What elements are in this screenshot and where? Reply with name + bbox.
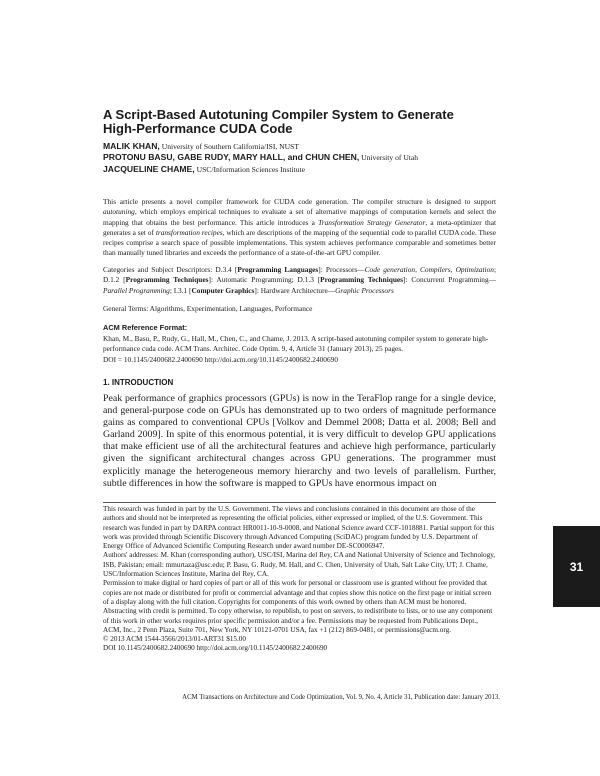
permission-notice: Permission to make digital or hard copies of part or all of this work for personal or classroom use is granted without fee provided that copies are not made or distributed for profit or commercial advantage and that copies show this notice on the first page or initial screen of a display along with the full citation. Copyrights for components of this work owned by others than ACM must be honored. Abstracting with credit is permitted. To copy otherwise, to republish, to post on servers, to redistribute to lists, or to use any component of this work in other works requires prior specific permission and/or a fee. Permissions may be requested from Publications Dept., ACM, Inc., 2 Penn Plaza, Suite 701, New York, NY 10121-0701 USA, fax +1 (212) 869-0481, or permissions@acm.org. bbox=[103, 579, 493, 634]
footnote-block bbox=[103, 505, 496, 654]
abstract-text: , a meta-optimizer that generates a set of bbox=[103, 217, 496, 237]
funding-note: This research was funded in part by the U.S. Government. The views and conclusions contained in this document are those of the authors and should not be interpreted as representing the official policies, either expressed or implied, of the U.S. Government. This research was funded in part by DARPA contract HR0011-10-9-0008, and National Science award CCF-1018881. Partial support for this work was provided through Scientific Discovery through Advanced Computing (SciDAC) program funded by U.S. Department of Energy Office of Advanced Scientific Computing Research under award number DE-SC0006947. bbox=[103, 505, 495, 551]
author-affiliation: University of Utah bbox=[359, 153, 419, 163]
introduction-paragraph: Peak performance of graphics processors (GPUs) is now in the TeraFlop range for a single device, and general-purpose code on GPUs has demonstrated up to two orders of magnitude performance gains as compared to conventional CPUs [Volkov and Demmel 2008; Datta et al. 2008; Bell and Garland 2009]. In spite of this enormous potential, it is very difficult to develop GPU applications that make efficient use of all the architectural features and achieve high performance, particularly given the significant architectural changes across GPU generations. The programmer must explicitly manage the heterogeneous memory hierarchy and two levels of parallelism. Further, subtle differences in how the software is mapped to GPUs have enormous impact on bbox=[103, 393, 496, 489]
footnote-divider bbox=[103, 502, 496, 503]
categories-descriptors bbox=[103, 265, 496, 296]
authors-addresses: Authors' addresses: M. Khan (corresponding author), USC/ISI, Marina del Rey, CA and National University of Science and Technology, ISB, Pakistan; email: mmurtaza@usc.edu; P. Basu, G. Rudy, M. Hall, and C. Chen, University of Utah, Salt Lake City, UT; J. Chame, USC/Information Sciences Institute, Marina del Rey, CA. bbox=[103, 551, 496, 579]
ccs-subject: Graphic Processors bbox=[335, 285, 394, 295]
general-terms: General Terms: Algorithms, Experimentation, Languages, Performance bbox=[103, 304, 313, 313]
ccs-subject: Code generation, Compilers, Optimization bbox=[364, 265, 494, 274]
footnote-doi: DOI 10.1145/2400682.2400690 http://doi.acm.org/10.1145/2400682.2400690 bbox=[103, 644, 328, 653]
paper-title bbox=[103, 108, 503, 136]
abstract-text: This article presents a novel compiler framework for CUDA code generation. The compiler structure is designed to support bbox=[103, 197, 496, 206]
ccs-category: Computer Graphics bbox=[191, 285, 255, 295]
copyright-line: © 2013 ACM 1544-3566/2013/01-ART31 $15.00 bbox=[103, 635, 246, 644]
author-block bbox=[103, 141, 523, 175]
abstract-emphasis: autotuning bbox=[103, 207, 135, 217]
ccs-category: Programming Languages bbox=[237, 265, 319, 274]
author-names: JACQUELINE CHAME, bbox=[103, 163, 195, 174]
ccs-subject: Parallel Programming bbox=[103, 285, 170, 295]
reference-citation: Khan, M., Basu, P., Rudy, G., Hall, M., Chen, C., and Chame, J. 2013. A script-based autotuning compiler system to generate high-performance cuda code. ACM Trans. Architec. Code Optim. 9, 4, Article 31 (January 2013), 25 pages. bbox=[103, 334, 489, 354]
author-affiliation: USC/Information Sciences Institute bbox=[194, 164, 305, 174]
ccs-text: ]: Processors— bbox=[318, 265, 365, 274]
ccs-category: Programming Techniques bbox=[125, 275, 209, 285]
ccs-text: ; I.3.1 [ bbox=[169, 285, 192, 295]
reference-format-heading: ACM Reference Format: bbox=[103, 323, 188, 332]
title-line-1: A Script-Based Autotuning Compiler System to Generate bbox=[103, 107, 454, 122]
title-line-2: High-Performance CUDA Code bbox=[103, 121, 293, 136]
author-names: PROTONU BASU, GABE RUDY, MARY HALL, and CHUN CHEN, bbox=[103, 152, 360, 163]
ccs-text: ; D.1.2 [ bbox=[103, 265, 496, 285]
ccs-text: ]: Automatic Programming; D.1.3 [ bbox=[208, 275, 321, 285]
author-names: MALIK KHAN, bbox=[103, 141, 160, 151]
ccs-category: Programming Techniques bbox=[320, 275, 404, 285]
abstract-emphasis: transformation recipes bbox=[155, 227, 223, 237]
abstract-text: , which are descriptions of the mapping of the sequential code to parallel CUDA code. These recipes comprise a search space of possible implementations. This system achieves performance comparable and sometimes better than manually tuned libraries and exceeds the performance of a state-of-the-art GPU compiler. bbox=[103, 227, 496, 258]
ccs-text: ]: Hardware Architecture— bbox=[254, 285, 336, 295]
ccs-text: ]: Concurrent Programming— bbox=[403, 275, 496, 285]
abstract bbox=[103, 197, 496, 259]
section-heading: 1. INTRODUCTION bbox=[103, 378, 174, 387]
reference-format bbox=[103, 334, 496, 365]
ccs-text: Categories and Subject Descriptors: D.3.4 [ bbox=[103, 265, 238, 274]
author-affiliation: University of Southern California/ISI, NUST bbox=[159, 142, 300, 151]
reference-doi: DOI = 10.1145/2400682.2400690 http://doi.acm.org/10.1145/2400682.2400690 bbox=[103, 354, 338, 364]
article-number: 31 bbox=[569, 559, 584, 574]
abstract-text: , which employs empirical techniques to evaluate a set of alternative mappings of computation kernels and select the mapping that obtains the best performance. This article introduces a bbox=[103, 207, 496, 227]
abstract-emphasis: Transformation Strategy Generator bbox=[318, 217, 426, 227]
running-footer: ACM Transactions on Architecture and Code Optimization, Vol. 9, No. 4, Article 31, Publication date: January 2013. bbox=[182, 694, 500, 701]
author-line bbox=[103, 141, 523, 152]
author-line bbox=[103, 164, 523, 175]
author-line bbox=[103, 152, 523, 163]
article-number-tab bbox=[553, 526, 600, 607]
